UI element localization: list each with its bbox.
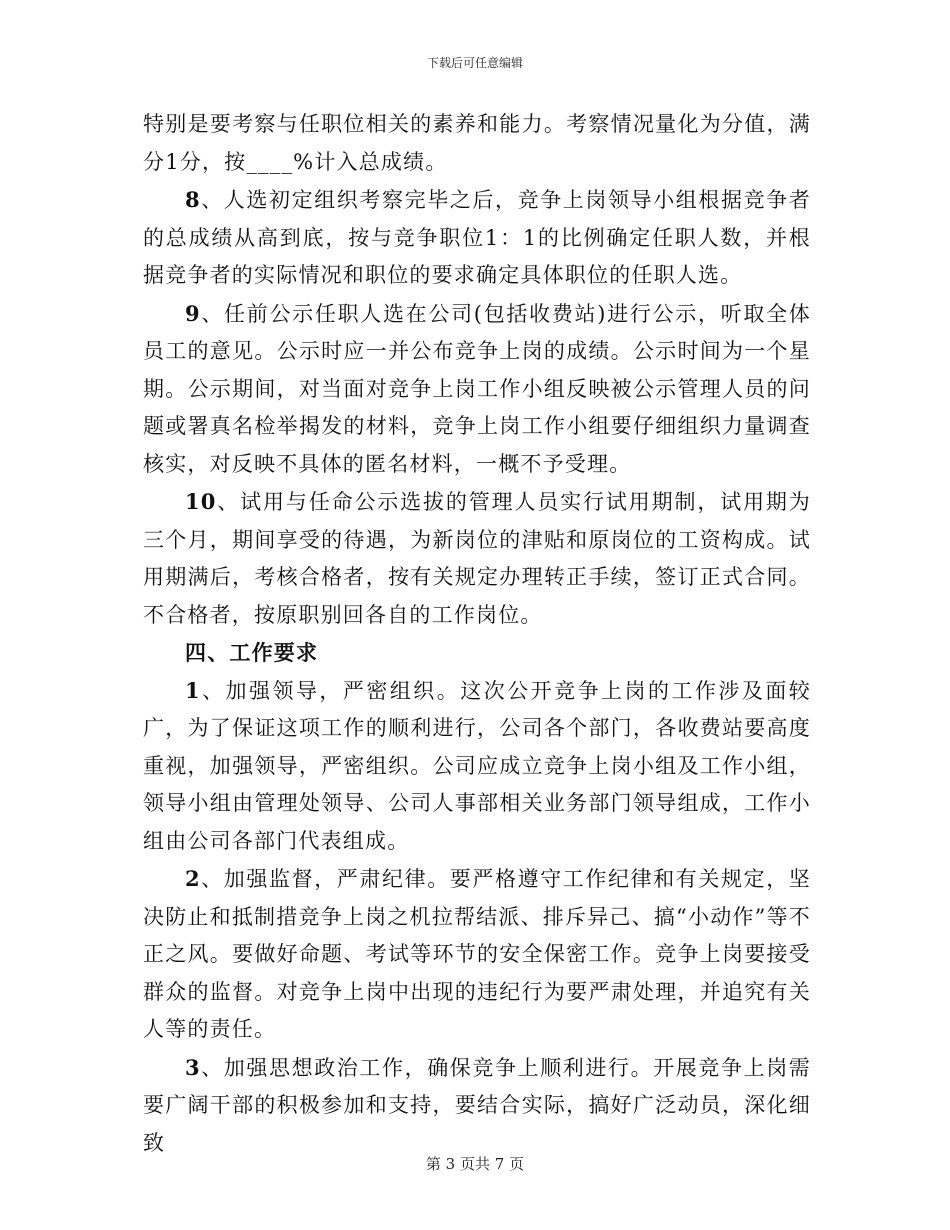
- paragraph-text: 、人选初定组织考察完毕之后，竞争上岗领导小组根据竞争者的总成绩从高到底，按与竞争职位1：1的比例确定任职人数，并根据竞争者的实际情况和职位的要求确定具体职位的任职人选。: [143, 188, 811, 287]
- paragraph-item-8: [143, 181, 811, 295]
- page-footer: 第 3 页共 7 页: [425, 1155, 525, 1173]
- item-number: 10: [185, 489, 217, 514]
- document-body: [143, 106, 811, 1162]
- paragraph-text: 、加强领导，严密组织。这次公开竞争上岗的工作涉及面较广，为了保证这项工作的顺利进行，公司各个部门，各收费站要高度重视，加强领导，严密组织。公司应成立竞争上岗小组及工作小组，领导小组由管理处领导、公司人事部相关业务部门领导组成，工作小组由公司各部门代表组成。: [143, 678, 811, 853]
- paragraph-item-1: [143, 672, 811, 861]
- paragraph-item-3: [143, 1049, 811, 1163]
- paragraph-item-9: [143, 295, 811, 484]
- paragraph-text: 、任前公示任职人选在公司(包括收费站)进行公示，听取全体员工的意见。公示时应一并公布竞争上岗的成绩。公示时间为一个星期。公示期间，对当面对竞争上岗工作小组反映被公示管理人员的问题或署真名检举揭发的材料，竞争上岗工作小组要仔细组织力量调查核实，对反映不具体的匿名材料，一概不予受理。: [143, 301, 811, 476]
- item-number: 2: [185, 866, 201, 891]
- paragraph-text: 、加强思想政治工作，确保竞争上顺利进行。开展竞争上岗需要广阔干部的积极参加和支持，要结合实际，搞好广泛动员，深化细致: [143, 1055, 811, 1155]
- paragraph-text: 特别是要考察与任职位相关的素养和能力。考察情况量化为分值，满分1分，按____%计入总成绩。: [143, 112, 811, 174]
- item-number: 8: [185, 187, 201, 212]
- paragraph-item-10: [143, 483, 811, 634]
- item-number: 3: [185, 1054, 201, 1080]
- section-heading: 四、工作要求: [185, 640, 319, 665]
- paragraph-continuation: [143, 106, 811, 181]
- paragraph-text: 、加强监督，严肃纪律。要严格遵守工作纪律和有关规定，坚决防止和抵制措竞争上岗之机拉帮结派、排斥异己、搞“小动作”等不正之风。要做好命题、考试等环节的安全保密工作。竞争上岗要接受群众的监督。对竞争上岗中出现的违纪行为要严肃处理，并追究有关人等的责任。: [143, 867, 811, 1041]
- page-header: 下载后可任意编辑: [426, 56, 523, 70]
- paragraph-item-2: [143, 860, 811, 1049]
- paragraph-text: 、试用与任命公示选拔的管理人员实行试用期制，试用期为三个月，期间享受的待遇，为新岗位的津贴和原岗位的工资构成。试用期满后，考核合格者，按有关规定办理转正手续，签订正式合同。不合格者，按原职别回各自的工作岗位。: [143, 490, 811, 627]
- item-number: 9: [185, 300, 201, 326]
- item-number: 1: [185, 677, 201, 703]
